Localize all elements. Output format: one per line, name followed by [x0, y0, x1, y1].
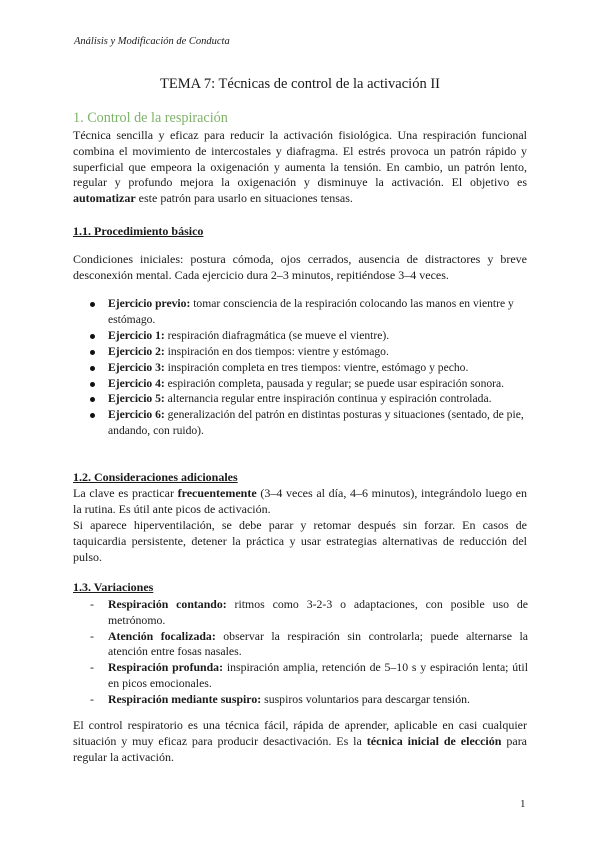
section-1-heading: 1. Control de la respiración: [73, 110, 228, 126]
conclusion-paragraph: El control respiratorio es una técnica fácil, rápida de aprender, aplicable en casi cualquier situación y muy eficaz para producir desactivación. Es la técnica inicial de elección para regular la activación.: [73, 718, 528, 764]
bold-frecuentemente: frecuentemente: [177, 486, 257, 500]
list-item: Ejercicio previo: tomar consciencia de la respiración colocando las manos en vientre y estómago.: [88, 296, 528, 328]
dash-icon: -: [90, 597, 94, 611]
bullet-icon: [90, 302, 95, 307]
section-1-2-para-2: Si aparece hiperventilación, se debe parar y retomar después sin forzar. En casos de taquicardia persistente, detener la práctica y usar estrategias alternativas de reducción del pulso.: [73, 518, 527, 564]
list-item: Ejercicio 2: inspiración en dos tiempos: vientre y estómago.: [88, 344, 528, 360]
list-item: - Atención focalizada: observar la respiración sin controlarla; puede alternarse la atención entre fosas nasales.: [90, 628, 528, 659]
section-1-1-text: Condiciones iniciales: postura cómoda, ojos cerrados, ausencia de distractores y breve desconexión mental. Cada ejercicio dura 2–3 minutos, repitiéndose 3–4 veces.: [73, 252, 527, 282]
document-title: TEMA 7: Técnicas de control de la activación II: [160, 76, 440, 92]
list-item: - Respiración contando: ritmos como 3-2-3 o adaptaciones, con posible uso de metrónomo.: [90, 597, 528, 627]
list-item: Ejercicio 6: generalización del patrón en distintas posturas y situaciones (sentado, de pie, andando, con ruido).: [88, 407, 528, 439]
running-header: Análisis y Modificación de Conducta: [74, 36, 230, 47]
section-1-1-heading: 1.1. Procedimiento básico: [73, 224, 204, 238]
intro-bold: automatizar: [73, 191, 136, 206]
dash-icon: -: [90, 660, 94, 675]
list-item: - Respiración profunda: inspiración amplia, retención de 5–10 s y espiración lenta; útil en picos emocionales.: [90, 660, 528, 690]
bullet-icon: [90, 350, 95, 355]
dash-icon: -: [90, 691, 94, 706]
list-item: Ejercicio 5: alternancia regular entre inspiración continua y espiración controlada.: [88, 391, 528, 407]
list-item: - Respiración mediante suspiro: suspiros voluntarios para descargar tensión.: [90, 691, 470, 706]
intro-text-end: este patrón para usarlo en situaciones tensas.: [135, 191, 353, 206]
exercise-list: [88, 296, 528, 439]
section-1-2-para-1: La clave es practicar frecuentemente (3–4 veces al día, 4–6 minutos), integrándolo luego en la rutina. Es útil ante picos de activación.: [73, 486, 527, 516]
bold-tecnica-inicial: técnica inicial de elección: [366, 733, 502, 748]
bullet-icon: [90, 413, 95, 418]
bullet-icon: [90, 397, 95, 402]
page-number: 1: [520, 798, 526, 810]
intro-text: Técnica sencilla y eficaz para reducir la activación fisiológica. Una respiración funcional combina el movimiento de intercostales y diafragma. El estrés provoca un patrón rápido y superficial que empeora la oxigenación y aumenta la tensión. En cambio, un patrón lento, regular y profundo mejora la oxigenación y disminuye la activación. El objetivo es: [73, 128, 527, 190]
variations-list: [88, 597, 528, 708]
bullet-icon: [90, 382, 95, 387]
bullet-icon: [90, 366, 95, 371]
bullet-icon: [90, 334, 95, 339]
section-1-3-heading: 1.3. Variaciones: [73, 580, 154, 594]
section-1-2-heading: 1.2. Consideraciones adicionales: [73, 470, 238, 484]
section-1-intro: [73, 128, 527, 207]
dash-icon: -: [90, 628, 94, 643]
list-item: Ejercicio 3: inspiración completa en tres tiempos: vientre, estómago y pecho.: [88, 360, 528, 376]
list-item: Ejercicio 4: espiración completa, pausada y regular; se puede usar espiración sonora.: [88, 376, 528, 392]
list-item: Ejercicio 1: respiración diafragmática (se mueve el vientre).: [88, 328, 528, 344]
